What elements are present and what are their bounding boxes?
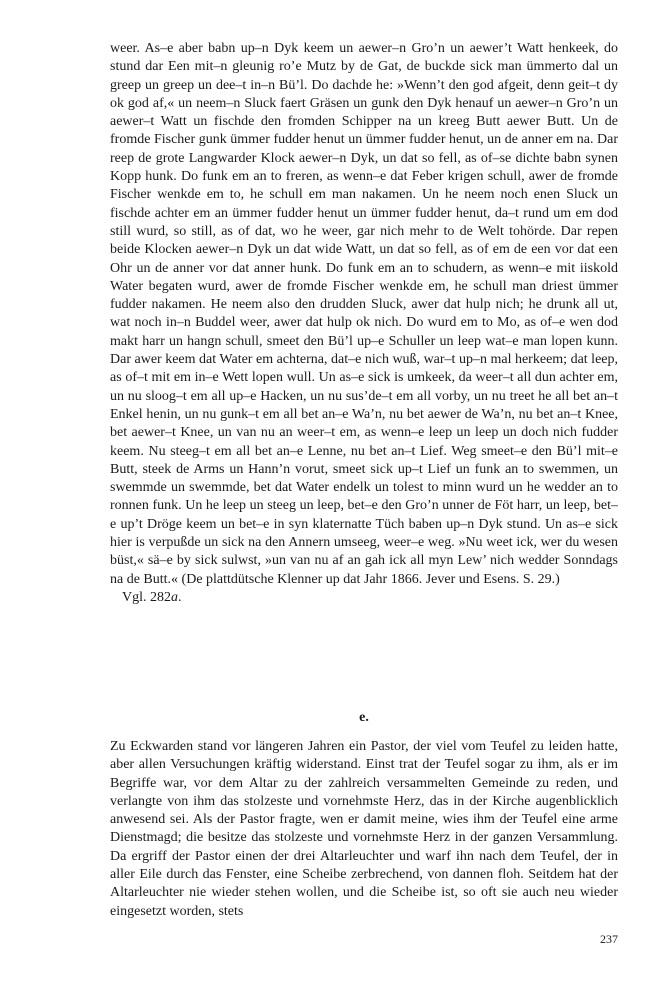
page-number: 237 — [600, 932, 618, 946]
reference-suffix: a — [171, 589, 178, 605]
reference-line — [110, 589, 618, 607]
paragraph-bottom: Zu Eckwarden stand vor längeren Jahren ein Pastor, der viel vom Teufel zu leiden hatte, aber allen Versuchungen kräftig widerstand. Einst trat der Teufel sogar zu ihm, als er im Begriffe war, vor dem Altar zu der zahlreich versammelten Gemeinde zu reden, und verlangte von ihm das stolzeste und vornehmste Herz, das in der Kirche augenblicklich anwesend sei. Als der Pastor fragte, wen er damit meine, wies ihm der Teufel eine arme Dienstmagd; die besitze das stolzeste und vornehmste Herz in der ganzen Versammlung. Da ergriff der Pastor einen der drei Altarleuchter und warf ihn nach dem Teufel, der in aller Eile durch das Fenster, eine Scheibe zerbrechend, von dannen floh. Seitdem hat der Altarleuchter nie wieder stehen wollen, und die Scheibe ist, so oft sie auch neu wieder eingesetzt worden, stets — [110, 739, 618, 919]
paragraph-top: weer. As–e aber babn up–n Dyk keem un aewer–n Gro’n un aewer’t Watt henkeek, do stund dar Een mit–n gleunig ro’e Mutz by de Gat, de buckde sick man ümmerto dal un greep un greep un dee–t in–n Bü’l. Do dachde he: »Wenn’t den god afgeit, denn geit–t dy ok god af,« un neem–n Sluck faert Gräsen un gunk den Dyk henauf un aewer–n Gro’n un aewer–t Watt un fischde den fromden Schipper na un kreeg Butt aewer Butt. Un de fromde Fischer gunk ümmer fudder henut un ümmer fudder henut, un de anner em na. Dar reep de grote Langwarder Klock aewer–n Dyk, un dat so fell, as of–se dichte babn synen Kopp hunk. Do funk em an to freren, as wenn–e dat Feber krigen schull, awer de fromde Fischer wenkde em to, he schull em man nakamen. Un he neem noch enen Sluck un fischde achter em an ümmer fudder henut un ümmer fudder henut, da–t rund um em dod still wurd, so still, as of dat, wo he weer, gar nich mehr to de Welt tohörde. Dar repen beide Klocken aewer–n Dyk un dat wide Watt, un dat so fell, as of em de een vor dat een Ohr un de anner vor dat anner hunk. Do funk em an to schudern, as wenn–e mit iiskold Water begaten wurd, awer de fromde Fischer wenkde em, he schull man driest ümmer fudder nakamen. He neem also den drudden Sluck, awer dat hulp nich; he drunk all ut, wat noch in–n Buddel weer, awer dat hulp ok nich. Do wurd em to Mo, as of–e wen dod makt harr un hangn schull, smeet den Bü’l up–e Schuller un leep wat–e man lopen kunn. Dar awer keem dat Water em achterna, dat–e nich wuß, war–t up–n mal herkeem; dat leep, as of–t mit em in–e Wett lopen wull. Un as–e sick is umkeek, da weer–t all dun achter em, un nu sloog–t em all up–e Hacken, un nu sus’de–t em all vorby, un nu treet he all bet an–t Enkel henin, un nu gunk–t em all bet an–e Wa’n, nu bet aewer de Wa’n, nu bet an–t Knee, bet aewer–t Knee, un van nu an weer–t em, as wenn–e leep un leep un doch nich fudder keem. Nu steeg–t em all bet an–e Lenne, nu bet an–t Lief. Weg smeet–e den Bü’l mit–e Butt, steek de Arms un Hann’n vorut, smeet sick up–t Lief un funk an to swemmen, un swemmde un swemmde, bet dat Water endelk un tolest to minn wurd un he wedder an to ronnen funk. Un he leep un steeg un leep, bet–e den Gro’n unner de Föt harr, un leep, bet–e up’t Dröge keem un bet–e in syn klaternatte Tüch baben up–n Dyk stund. Un as–e sick hier is verpußde un sick na den Annern umseeg, weer–e weg. »Nu weet ick, wer du wesen büst,« sä–e by sick sulwst, »un van nu af an gah ick all myn Lew’ nich wedder Sonndags na de Butt.« (De plattdütsche Klenner up dat Jahr 1866. Jever und Esens. S. 29.) — [110, 41, 618, 587]
section-heading: e. — [359, 710, 369, 725]
top-text-block — [110, 40, 618, 607]
bottom-text-block — [110, 738, 618, 921]
reference-end: . — [178, 589, 182, 605]
reference-prefix: Vgl. 282 — [122, 589, 171, 605]
